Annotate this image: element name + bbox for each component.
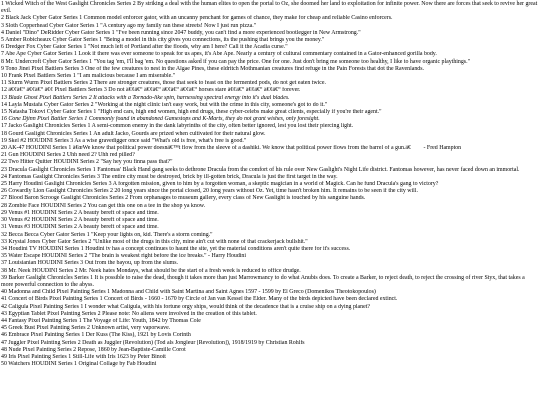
list-item-9: 9 Tono Jinei Pixel Battlers Series 3 One of the few creatures to nest in the Algae Pines, these eldritch Mothmanian creatures find refuge in the Pain Forests that dot the Ravenlands. [1,65,425,72]
list-item-1: 1 Wicked Witch of the West Gaslight Chronicles Series 2 By striking a deal with the human elites to open the portal to Oz, she doomed her land to exploitation for infinite power. Now there are forces that seek to revive her great evil. [1,1,538,15]
list-item-2: 2 Black Jack Cyber Gator Series 1 Common model enforcer gator, with an uncanny penchant for games of chance, they make for cheap and reliable Casino enforcers. [1,15,393,22]
list-item-8: 8 Mr. Undercroft Cyber Gator Series 1 "You tag 'em, I'll bag 'em. No questions asked if you can pay the price. One for one. Just don't bring me someone too healthy, I like to have organic playthings." [1,58,470,65]
list-item-26: 26 Cowardly Lion Gaslight Chronicles Series 2 20 long years since the portal closed, 20 long years without Oz. Yet, time hasn't broken him. It remains to be seen if the city will. [1,188,418,195]
list-item-41: 41 Concert of Birds Pixel Painting Series 1 Concert of Birds - 1660 - 1670 by Circle of Jan van Kessel the Elder. Many of the birds depicted have been declared extinct. [1,296,398,303]
list-item-44: 44 Fantasy Pixel Painting Series 1 The Voyage of Life: Youth, 1842 by Thomas Cole [1,317,201,324]
list-item-7: 7 Abe Ape Cyber Gator Series 1 Look if there was ever someone to speak for us apes, it's Abe Ape. Nearly a century of cultural commentary contained in a Gator-enhanced gorilla body. [1,51,437,58]
list-item-17: 17 Jacko Gaslight Chronicles Series 1 A semi-common enemy in the dank labyrinths of the city, often better ignored, lest you lost their piercing light. [1,123,354,130]
list-item-16: 16 Cone Djinn Pixel Battler Series 1 Commonly found in abandoned Gamestops and K-Marts, they do not grant wishes, only foresight. [1,116,320,123]
list-item-25: 25 Harry Houdini Gaslight Chronicles Series 3 A forgotten mission, given to him by a forgotten woman, a skeptic magician in a world of Magick. Can he fund Dracula's gang to victory? [1,181,439,188]
list-item-15: 15 Natasha Tokovi Cyber Gator Series 1 "High end cars, high end women, high end drugs, these cyber-celebs make great clients, especially if you're their agent." [1,109,382,116]
list-item-18: 18 Gourd Gaslight Chronicles Series 1 An adult Jacko, Gourds are prized when cultivated for their natural glow. [1,130,266,137]
list-item-11: 11 Slurm Wurm Pixel Battlers Series 2 There are stronger creatures, those that seek to feast on the fermented pods, do not get eaten twice. [1,80,327,87]
list-item-24: 24 Fantomas Gaslight Chronicles Series 3 The entire city must be destroyed, brick by ill-gotten brick, Dracula is just the first target in the way. [1,173,338,180]
document-body [1,1,538,368]
list-item-50: 50 Watchers HOUDINI Series 1 Original Collage by Fab Houdini [1,361,157,368]
list-item-20 [1,145,538,152]
list-item-13: 13 Blade Ghost Pixel Battlers Series 2 It attacks with a Tornado-like spin, harnessing spectral energy into it's dual blades. [1,94,290,101]
list-item-23: 23 Dracula Gaslight Chronicles Series 1 Fantomas' Black Hand gang seeks to dethrone Dracula from the comfort of his rule over New Gaslight's Night Life district. Fantomas however, has never faced down an immortal. [1,166,520,173]
list-item-20-text: 20 AK-47 HOUDINI Series 1 â€œWe know that political power doesnâ€™t flow from the sleeve of a dashiki. We know that political power flows from the barrel of a gun.â€ [1,145,415,152]
list-item-14: 14 Layla Mustafa Cyber Gator Series 2 "Working at the night clinic isn't easy work, but with the crime in this city, someone's got to do it." [1,101,328,108]
list-item-27: 27 Blood Baron Scrooge Gaslight Chronicles Series 2 From orphanages to museum gallery, every class of New Gaslight is touched by his sanguine hands. [1,195,366,202]
list-item-48: 48 Nude Pixel Painting Series 2 Repose, 1860 by Jean-Baptiste-Camille Corot [1,346,186,353]
list-item-45: 45 Greek Bust Pixel Painting Series 2 Unknown artist, very vaporwave. [1,325,171,332]
list-item-38: 38 Mr. Neek HOUDINI Series 2 Mr. Neek hates Mondays, what should be the start of a fresh week is reduced to office drudge. [1,267,301,274]
list-item-6: 6 Dredger Fox Cyber Gator Series 1 "Not much left of Portland after the floods, why am I here? Call it the Acadia curse." [1,44,288,51]
list-item-30: 30 Venus #2 HOUDINI Series 2 A beauty bereft of space and time. [1,217,159,224]
list-item-34: 34 Houdini TV HOUDINI Series 1 Houdini tv has a concept continues to haunt the site, yet the material conditions aren't quite there for it's success. [1,245,351,252]
list-item-4: 4 Daniel "Dino" DeRidder Cyber Gator Series 1 "I've been running since 2047 buddy, you can't find a more experienced bootlegger in New Armstrong." [1,29,361,36]
list-item-35: 35 Water Escape HOUDINI Series 2 "The brain is weakest right before the ice breaks." - Harry Houdini [1,253,247,260]
list-item-40: 40 Madonna and Child Pixel Painting Series 1 Madonna and Child with Saint Martina and Saint Agnes 1597 - 1599 by El Greco (Domenikos Theotokopoulos) [1,289,376,296]
list-item-33: 33 Krystal Jones Cyber Gator Series 2 "Unlike most of the drugs in this city, mine ain't cut with none of that crackerjack bullshit." [1,238,308,245]
list-item-3: 3 Sloth Copperhead Cyber Gator Series 1 "A century ago my family ran these streets! Now I just run pizza." [1,22,257,29]
list-item-21: 21 Gun HOUDINI Series 2 Uhh need 2? Uhh red pilled? [1,152,135,159]
list-item-29: 29 Venus #1 HOUDINI Series 2 A beauty bereft of space and time. [1,209,159,216]
list-item-19: 19 Skel #2 HOUDINI Series 3 As a wise gravedigger once said "What's old is free, what's free is good." [1,137,247,144]
list-item-37: 37 Louisianian HOUDINI Series 3 Out from the bayou, up from the slums. [1,260,179,267]
list-item-22: 22 Two Hitter Quitter HOUDINI Series 2 "Say hey you finna pass that?" [1,159,173,166]
list-item-43: 43 Egyptian Tablet Pixel Painting Series 2 Please note: No aliens were involved in the creation of this tablet. [1,310,257,317]
list-item-5: 5 Amber Robicheaux Cyber Gator Series 1 "Being a model in this city gives you connections, its the pushing that brings you the money." [1,37,325,44]
list-item-39: 39 Barker Gaslight Chronicles Series 1 It is possible to raise the dead, though it takes more than just Marrowmancy to do what Anubis does. To create a Barker, to reject death, to reject the crossing of river Styx, that takes a more powerful connection to the abyss. [1,274,525,288]
list-item-49: 49 Iris Pixel Painting Series 1 Still-Life with Iris 1623 by Peter Binoit [1,353,166,360]
quote-attribution: - Fred Hampton [423,145,462,152]
list-item-32: 32 Becca Becca Cyber Gator Series 1 "Keep your lights on, kid. There's a storm coming." [1,231,213,238]
list-item-47: 47 Juggler Pixel Painting Series 2 Death as Juggler (Revolution) (Tod als Jongleur [Revolution]), 1918/1919 by Christian Rohlfs [1,339,305,346]
list-item-28: 28 Zombie Face HOUDINI Series 2 You can get this one on a tee in the shop ya know. [1,202,206,209]
list-item-10: 10 Frank Pixel Battlers Series 1 "I am malicious because I am miserable." [1,73,176,80]
list-item-46: 46 Embrace Pixel Painting Series 1 Der Kuss (The Kiss), 1921 by Lovis Corinth [1,332,191,339]
list-item-42: 42 Caligula Pixel Painting Series 1 I wonder what Caligula, with his fortune orgy ships, would think of the decadence that is a cruise ship on a dying planet? [1,303,370,310]
list-item-31: 31 Venus #3 HOUDINI Series 2 A beauty bereft of space and time. [1,224,159,231]
list-item-12: 12 â€¢â€“ â€¢â€“ â€¢ Pixel Battlers Series 3 Do not â€¢â€“ â€¢â€“ â€¢â€“ â€¢â€“ horses stare â€¢â€“ â€¢â€“ â€¢â€“ forever. [1,87,301,94]
